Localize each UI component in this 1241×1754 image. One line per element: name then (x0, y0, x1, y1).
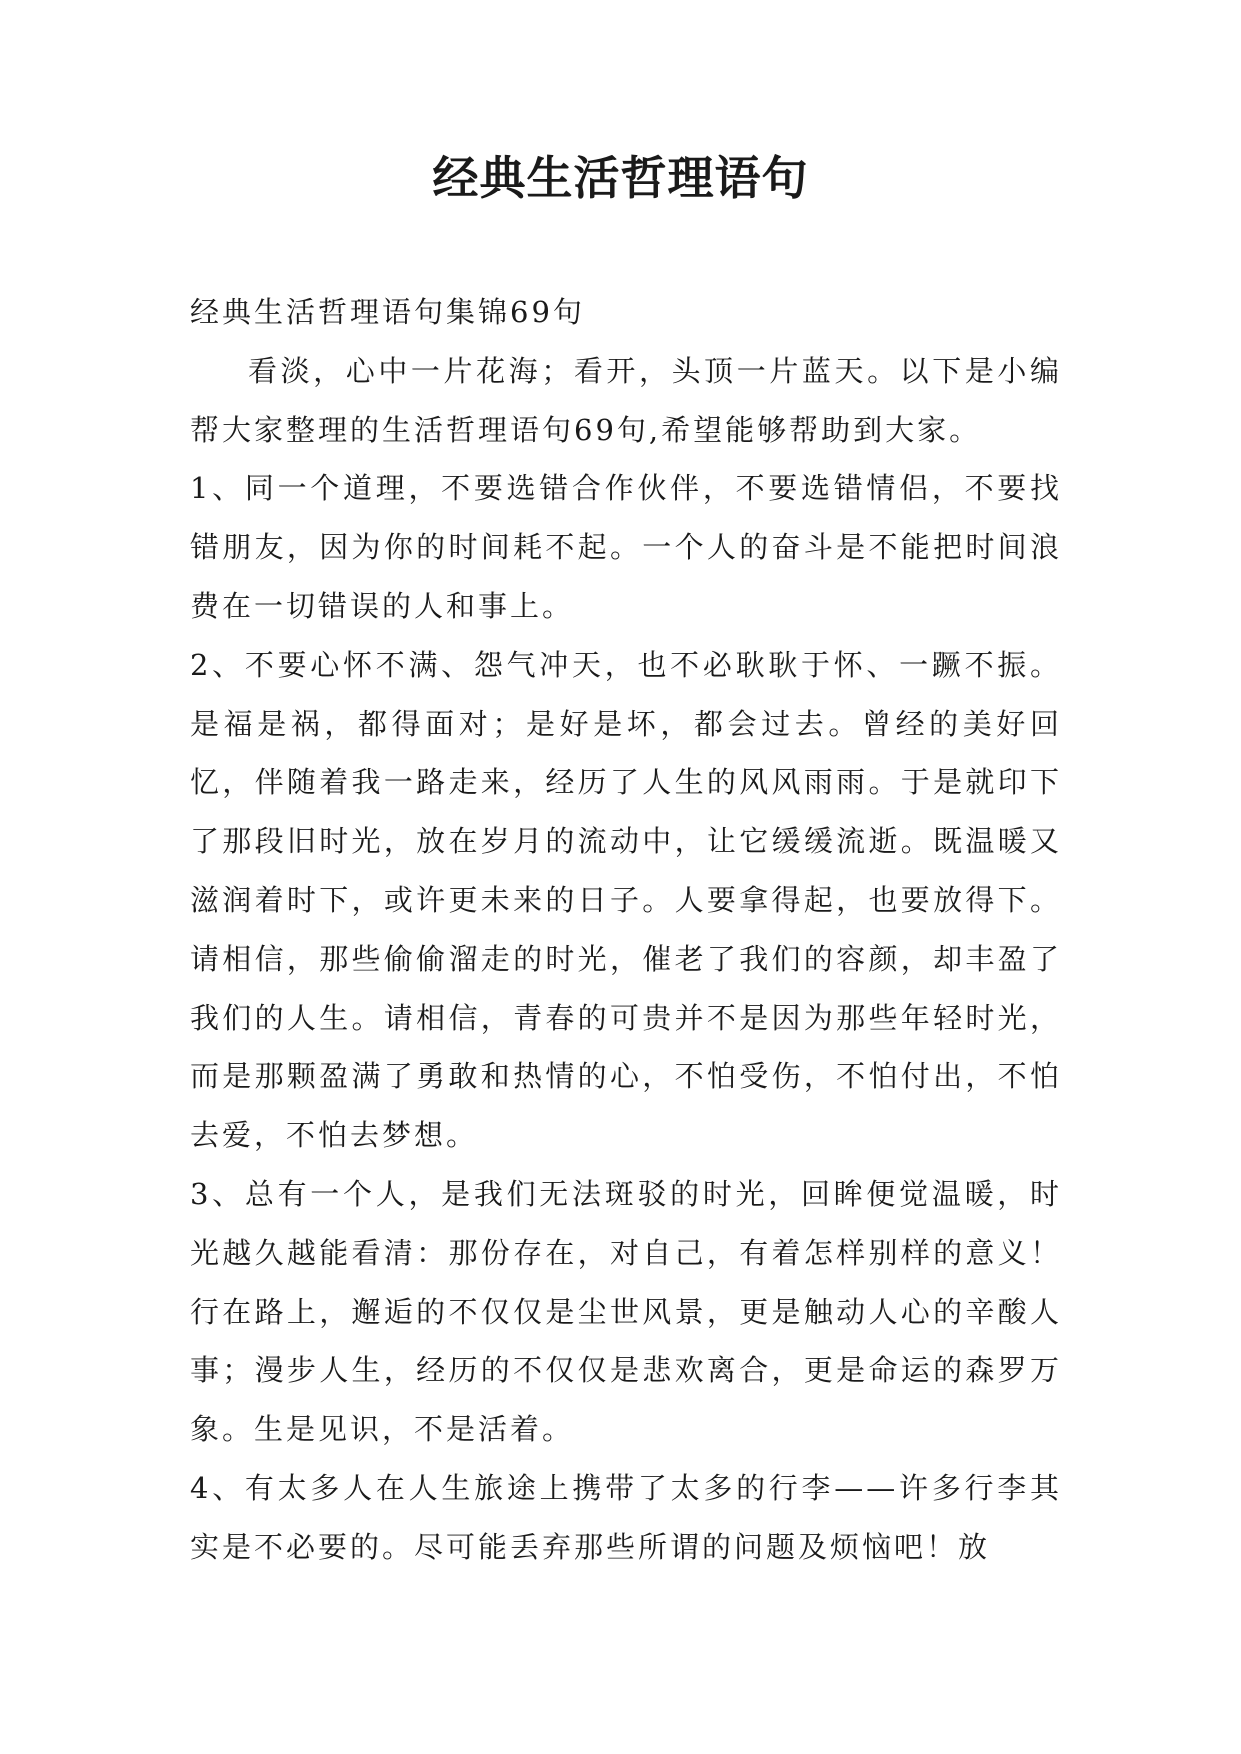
document-title: 经典生活哲理语句 (432, 151, 809, 205)
document-body (190, 283, 1062, 1577)
document-subtitle: 经典生活哲理语句集锦69句 (190, 295, 585, 329)
quote-item-4: 4、有太多人在人生旅途上携带了太多的行李——许多行李其实是不必要的。尽可能丢弃那些所谓的问题及烦恼吧！放 (190, 1470, 1062, 1564)
intro-paragraph: 看淡，心中一片花海；看开，头顶一片蓝天。以下是小编帮大家整理的生活哲理语句69句,希望能够帮助到大家。 (190, 353, 1062, 447)
quote-item-1: 1、同一个道理，不要选错合作伙伴，不要选错情侣，不要找错朋友，因为你的时间耗不起。一个人的奋斗是不能把时间浪费在一切错误的人和事上。 (190, 471, 1062, 623)
quote-item-2: 2、不要心怀不满、怨气冲天，也不必耿耿于怀、一蹶不振。是福是祸，都得面对；是好是坏，都会过去。曾经的美好回忆，伴随着我一路走来，经历了人生的风风雨雨。于是就印下了那段旧时光，放在岁月的流动中，让它缓缓流逝。既温暖又滋润着时下，或许更未来的日子。人要拿得起，也要放得下。请相信，那些偷偷溜走的时光，催老了我们的容颜，却丰盈了我们的人生。请相信，青春的可贵并不是因为那些年轻时光，而是那颗盈满了勇敢和热情的心，不怕受伤，不怕付出，不怕去爱，不怕去梦想。 (190, 647, 1062, 1153)
quote-item-3: 3、总有一个人，是我们无法斑驳的时光，回眸便觉温暖，时光越久越能看清：那份存在，对自己，有着怎样别样的意义！行在路上，邂逅的不仅仅是尘世风景，更是触动人心的辛酸人事；漫步人生，经历的不仅仅是悲欢离合，更是命运的森罗万象。生是见识，不是活着。 (190, 1176, 1062, 1447)
